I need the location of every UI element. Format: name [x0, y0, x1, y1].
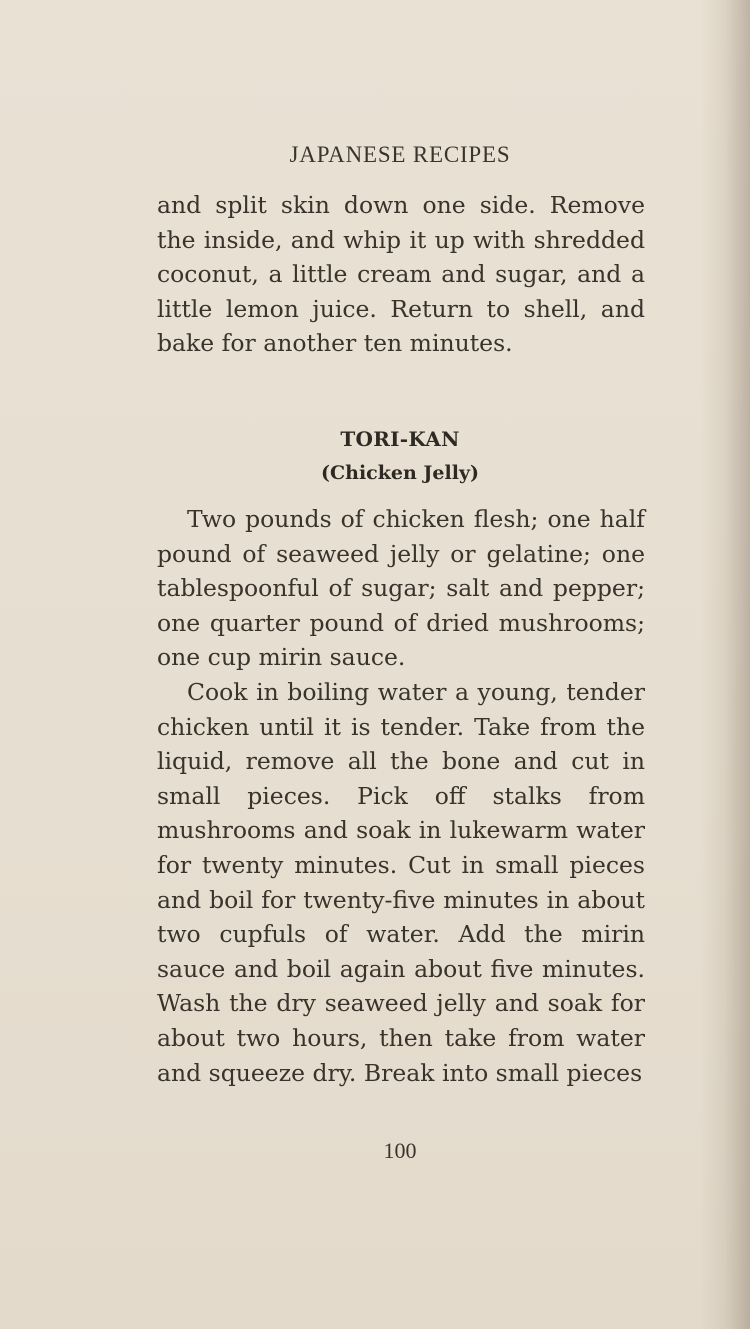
continued-paragraph-block	[157, 188, 645, 361]
page-number: 100	[383, 1138, 417, 1163]
running-head: JAPANESE RECIPES	[289, 142, 511, 167]
recipe-title: TORI-KAN	[340, 427, 460, 451]
continued-paragraph: and split skin down one side. Remove the inside, and whip it up with shredded coconut, a little cream and sugar, and a little lemon juice. Return to shell, and bake for another ten minutes.	[157, 191, 645, 358]
recipe-subtitle: (Chicken Jelly)	[321, 462, 479, 484]
method-block	[157, 675, 645, 1090]
ingredients-block	[157, 502, 645, 675]
method-paragraph: Cook in boiling water a young, tender chicken until it is tender. Take from the liquid, remove all the bone and cut in small pieces. Pick off stalks from mushrooms and soak in lukewarm water for twenty minutes. Cut in small pieces and boil for twenty-five minutes in about two cupfuls of water. Add the mirin sauce and boil again about five minutes. Wash the dry seaweed jelly and soak for about two hours, then take from water and squeeze dry. Break into small pieces	[157, 678, 645, 1087]
ingredients-paragraph: Two pounds of chicken flesh; one half pound of seaweed jelly or gelatine; one tablespoonful of sugar; salt and pepper; one quarter pound of dried mushrooms; one cup mirin sauce.	[157, 505, 645, 672]
